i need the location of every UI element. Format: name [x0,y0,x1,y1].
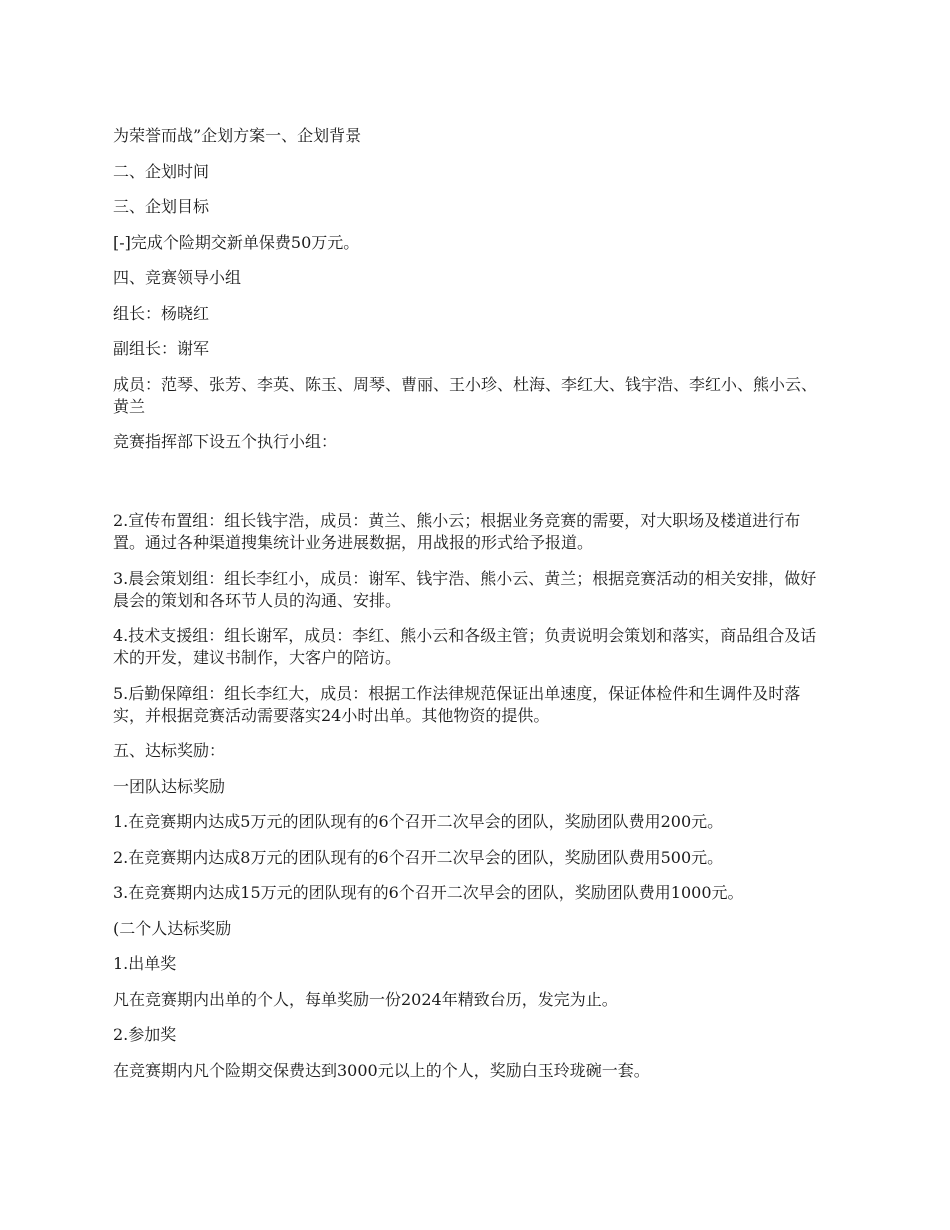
participation-award-heading: 2.参加奖 [113,1025,177,1044]
title-paragraph: 为荣誉而战”企划方案一、企划背景 [113,126,362,145]
document-body [113,125,828,1082]
team-reward-item: 3.在竞赛期内达成15万元的团队现有的6个召开二次早会的团队，奖励团队费用1000元。 [113,883,744,902]
participation-award-paragraph: 在竞赛期内凡个险期交保费达到3000元以上的个人，奖励白玉玲珑碗一套。 [113,1060,650,1080]
morning-meeting-group-paragraph: 3.晨会策划组：组长李红小，成员：谢军、钱宇浩、熊小云、黄兰；根据竞赛活动的相关安排，做好晨会的策划和各环节人员的沟通、安排。 [113,568,817,610]
policy-award-paragraph: 凡在竞赛期内出单的个人，每单奖励一份2024年精致台历，发完为止。 [113,989,618,1009]
section-heading-goal: 三、企划目标 [113,197,210,216]
individual-rewards-heading: (二个人达标奖励 [113,918,232,938]
goal-paragraph: [-]完成个险期交新单保费50万元。 [113,232,360,252]
groups-intro-paragraph: 竞赛指挥部下设五个执行小组： [113,432,338,451]
logistics-group-paragraph: 5.后勤保障组：组长李红大，成员：根据工作法律规范保证出单速度，保证体检件和生调件及时落实，并根据竞赛活动需要落实24小时出单。其他物资的提供。 [113,683,801,725]
section-heading-rewards: 五、达标奖励： [113,741,226,760]
deputy-leader-paragraph: 副组长：谢军 [113,339,210,358]
team-rewards-heading: 一团队达标奖励 [113,776,226,796]
members-paragraph: 成员：范琴、张芳、李英、陈玉、周琴、曹丽、王小珍、杜海、李红大、钱宇浩、李红小、熊小云、黄兰 [113,374,818,416]
leader-paragraph: 组长：杨晓红 [113,303,210,323]
section-heading-time: 二、企划时间 [113,161,210,181]
team-reward-item: 1.在竞赛期内达成5万元的团队现有的6个召开二次早会的团队，奖励团队费用200元。 [113,812,724,831]
policy-award-heading: 1.出单奖 [113,954,177,973]
publicity-group-paragraph: 2.宣传布置组：组长钱宇浩，成员：黄兰、熊小云；根据业务竞赛的需要，对大职场及楼道进行布置。通过各种渠道搜集统计业务进展数据，用战报的形式给予报道。 [113,511,801,552]
tech-support-group-paragraph: 4.技术支援组：组长谢军，成员：李红、熊小云和各级主管；负责说明会策划和落实，商品组合及话术的开发，建议书制作，大客户的陪访。 [113,626,817,667]
team-reward-item: 2.在竞赛期内达成8万元的团队现有的6个召开二次早会的团队，奖励团队费用500元。 [113,847,724,867]
section-heading-leadership: 四、竞赛领导小组 [113,268,242,287]
